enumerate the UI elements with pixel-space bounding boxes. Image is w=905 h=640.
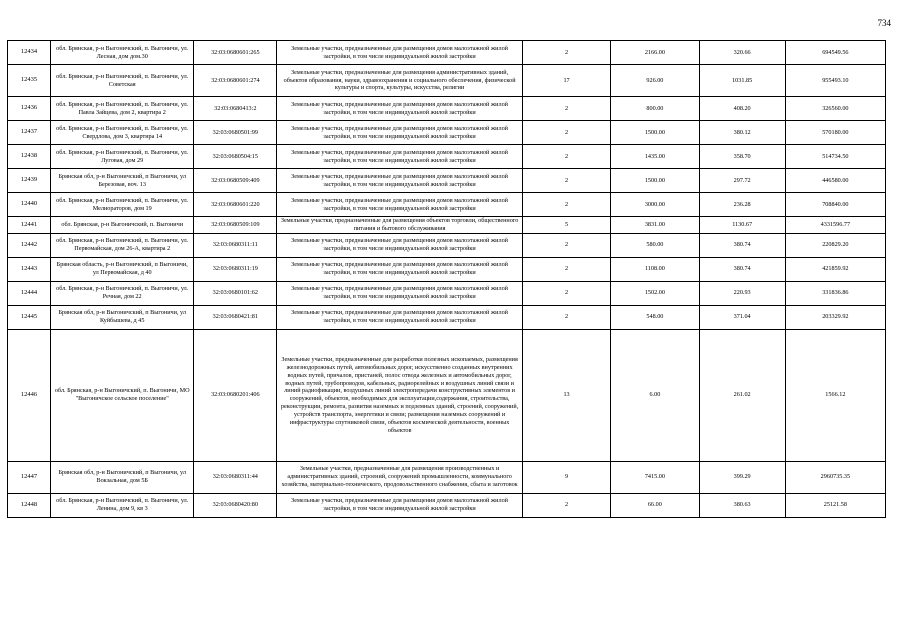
row-number-cell: 12434 [8, 41, 51, 65]
row-number-cell: 12443 [8, 257, 51, 281]
address-cell: обл. Брянская, р-н Выгоничский, п. Выгоничи, ул. Ленина, дом 9, кв 3 [51, 493, 194, 517]
land-use-cell: Земельные участки, предназначенные для размещения домов малоэтажной жилой застройки, в том числе индивидуальной жилой застройки [277, 193, 523, 217]
cadastral-number-cell: 32:03:0680509:409 [194, 169, 277, 193]
table-row [8, 461, 886, 493]
cadastral-value-cell: 25121.58 [785, 493, 885, 517]
cadastral-number-cell: 32:03:0680504:15 [194, 145, 277, 169]
cadastral-number-cell: 32:03:0680101:62 [194, 281, 277, 305]
area-cell: 1500.00 [611, 121, 699, 145]
row-number-cell: 12441 [8, 217, 51, 234]
address-cell: обл. Брянская, р-н Выгоничский, п. Выгоничи, ул. Речная, дом 22 [51, 281, 194, 305]
table-row [8, 193, 886, 217]
specific-value-cell: 380.63 [699, 493, 785, 517]
row-number-cell: 12444 [8, 281, 51, 305]
area-cell: 1108.00 [611, 257, 699, 281]
land-use-cell: Земельные участки, предназначенные для размещения домов малоэтажной жилой застройки, в том числе индивидуальной жилой застройки [277, 305, 523, 329]
specific-value-cell: 358.70 [699, 145, 785, 169]
row-number-cell: 12435 [8, 65, 51, 97]
cadastral-value-table [7, 40, 886, 518]
land-use-cell: Земельные участки, предназначенные для разработки полезных ископаемых, размещения железнодорожных путей, автомобильных дорог, искусственно созданных внутренних водных путей, причалов, пристаней, полос отвода железных и автомобильных дорог, водных путей, трубопроводов, кабельных, радиорелейных и воздушных линий связи и линий радиофикации, воздушных линий электропередачи конструктивных элементов и сооружений, объектов, необходимых для эксплуатации,содержания, строительства, реконструкции, ремонта, развития наземных и подземных зданий, строений, сооружений, устройств транспорта, энергетики и связи; размещения наземных сооружений и инфраструктуры спутниковой связи, объектов космической деятельности, военных объектов [277, 329, 523, 461]
row-number-cell: 12446 [8, 329, 51, 461]
use-category-cell: 2 [522, 257, 610, 281]
address-cell: Брянская обл, р-н Выгоничский, п Выгоничи, ул Березовая, воч. 13 [51, 169, 194, 193]
row-number-cell: 12438 [8, 145, 51, 169]
use-category-cell: 2 [522, 493, 610, 517]
use-category-cell: 9 [522, 461, 610, 493]
land-use-cell: Земельные участки, предназначенные для размещения объектов торговли, общественного питания и бытового обслуживания [277, 217, 523, 234]
table-row [8, 233, 886, 257]
address-cell: Брянская обл, р-н Выгоничский, п Выгоничи, ул Куйбышева, д 45 [51, 305, 194, 329]
land-use-cell: Земельные участки, предназначенные для размещения домов малоэтажной жилой застройки, в том числе индивидуальной жилой застройки [277, 257, 523, 281]
cadastral-value-cell: 326560.00 [785, 97, 885, 121]
cadastral-value-cell: 421859.92 [785, 257, 885, 281]
cadastral-value-cell: 331836.86 [785, 281, 885, 305]
area-cell: 800.00 [611, 97, 699, 121]
table-row [8, 257, 886, 281]
cadastral-number-cell: 32:03:0680311:11 [194, 233, 277, 257]
table-row [8, 41, 886, 65]
land-use-cell: Земельные участки, предназначенные для размещения административных зданий, объектов образования, науки, здравоохранения и социального обеспечения, физической культуры и спорта, культуры, искусства, религии [277, 65, 523, 97]
cadastral-number-cell: 32:03:0680501:99 [194, 121, 277, 145]
cadastral-number-cell: 32:03:0680601:265 [194, 41, 277, 65]
area-cell: 3000.00 [611, 193, 699, 217]
address-cell: обл. Брянская, р-н Выгоничский, п. Выгоничи, ул. Свердлова, дом 3, квартира 14 [51, 121, 194, 145]
cadastral-value-cell: 694549.56 [785, 41, 885, 65]
specific-value-cell: 399.29 [699, 461, 785, 493]
area-cell: 7415.00 [611, 461, 699, 493]
area-cell: 926.00 [611, 65, 699, 97]
cadastral-value-cell: 203329.92 [785, 305, 885, 329]
cadastral-value-cell: 570180.00 [785, 121, 885, 145]
table-row [8, 217, 886, 234]
land-use-cell: Земельные участки, предназначенные для размещения домов малоэтажной жилой застройки, в том числе индивидуальной жилой застройки [277, 121, 523, 145]
table-row [8, 121, 886, 145]
area-cell: 1435.00 [611, 145, 699, 169]
specific-value-cell: 1130.67 [699, 217, 785, 234]
area-cell: 1502.00 [611, 281, 699, 305]
cadastral-value-cell: 955493.10 [785, 65, 885, 97]
page-number: 734 [877, 18, 891, 28]
cadastral-number-cell: 32:03:0680601:274 [194, 65, 277, 97]
area-cell: 3831.00 [611, 217, 699, 234]
cadastral-number-cell: 32:03:0680420:80 [194, 493, 277, 517]
address-cell: обл. Брянская, р-н Выгоничский, п. Выгоничи, МО "Выгоничское сельское поселение" [51, 329, 194, 461]
row-number-cell: 12442 [8, 233, 51, 257]
area-cell: 580.00 [611, 233, 699, 257]
area-cell: 2166.00 [611, 41, 699, 65]
cadastral-value-cell: 446580.00 [785, 169, 885, 193]
area-cell: 1500.00 [611, 169, 699, 193]
table-row [8, 493, 886, 517]
specific-value-cell: 380.12 [699, 121, 785, 145]
use-category-cell: 2 [522, 97, 610, 121]
area-cell: 6.00 [611, 329, 699, 461]
specific-value-cell: 371.04 [699, 305, 785, 329]
cadastral-value-cell: 2960735.35 [785, 461, 885, 493]
cadastral-value-cell: 4331596.77 [785, 217, 885, 234]
address-cell: обл. Брянская, р-н Выгоничский, п. Выгоничи, ул. Лесная, дом дом.30 [51, 41, 194, 65]
table-row [8, 97, 886, 121]
cadastral-number-cell: 32:03:0680201:406 [194, 329, 277, 461]
area-cell: 548.00 [611, 305, 699, 329]
row-number-cell: 12436 [8, 97, 51, 121]
land-use-cell: Земельные участки, предназначенные для размещения производственных и административных зданий, строений, сооружений промышленности, коммунального хозяйства, материально-технического, продовольственного снабжения, сбыта и заготовок [277, 461, 523, 493]
address-cell: обл. Брянская, р-н Выгоничский, п. Выгоничи, ул. Советская [51, 65, 194, 97]
use-category-cell: 2 [522, 233, 610, 257]
specific-value-cell: 1031.85 [699, 65, 785, 97]
use-category-cell: 2 [522, 121, 610, 145]
land-use-cell: Земельные участки, предназначенные для размещения домов малоэтажной жилой застройки, в том числе индивидуальной жилой застройки [277, 97, 523, 121]
land-use-cell: Земельные участки, предназначенные для размещения домов малоэтажной жилой застройки, в том числе индивидуальной жилой застройки [277, 145, 523, 169]
table-row [8, 305, 886, 329]
address-cell: обл. Брянская, р-н Выгоничский, п. Выгоничи, ул. Луговая, дом 29 [51, 145, 194, 169]
address-cell: обл. Брянская, р-н Выгоничский, п. Выгоничи, ул. Мелиораторов, дом 19 [51, 193, 194, 217]
cadastral-number-cell: 32:03:0680509:109 [194, 217, 277, 234]
specific-value-cell: 261.02 [699, 329, 785, 461]
land-use-cell: Земельные участки, предназначенные для размещения домов малоэтажной жилой застройки, в том числе индивидуальной жилой застройки [277, 281, 523, 305]
cadastral-value-cell: 1566.12 [785, 329, 885, 461]
address-cell: Брянская обл, р-н Выгоничский, п Выгоничи, ул Вокзальная, дом 5Б [51, 461, 194, 493]
use-category-cell: 2 [522, 193, 610, 217]
cadastral-number-cell: 32:03:0680601:220 [194, 193, 277, 217]
row-number-cell: 12447 [8, 461, 51, 493]
use-category-cell: 2 [522, 145, 610, 169]
cadastral-number-cell: 32:03:0680413:2 [194, 97, 277, 121]
use-category-cell: 13 [522, 329, 610, 461]
row-number-cell: 12437 [8, 121, 51, 145]
cadastral-number-cell: 32:03:0680311:19 [194, 257, 277, 281]
table-row [8, 329, 886, 461]
row-number-cell: 12440 [8, 193, 51, 217]
land-use-cell: Земельные участки, предназначенные для размещения домов малоэтажной жилой застройки, в том числе индивидуальной жилой застройки [277, 233, 523, 257]
use-category-cell: 2 [522, 305, 610, 329]
specific-value-cell: 380.74 [699, 233, 785, 257]
cadastral-number-cell: 32:03:0680421:81 [194, 305, 277, 329]
address-cell: Брянская область, р-н Выгоничский, п Выгоничи, ул Первомайская, д 40 [51, 257, 194, 281]
use-category-cell: 17 [522, 65, 610, 97]
specific-value-cell: 220.93 [699, 281, 785, 305]
land-use-cell: Земельные участки, предназначенные для размещения домов малоэтажной жилой застройки, в том числе индивидуальной жилой застройки [277, 493, 523, 517]
table-row [8, 145, 886, 169]
row-number-cell: 12439 [8, 169, 51, 193]
use-category-cell: 2 [522, 169, 610, 193]
row-number-cell: 12445 [8, 305, 51, 329]
address-cell: обл. Брянская, р-н Выгоничский, п. Выгоничи, ул. Первомайская, дом 26-А, квартира 2 [51, 233, 194, 257]
land-use-cell: Земельные участки, предназначенные для размещения домов малоэтажной жилой застройки, в том числе индивидуальной жилой застройки [277, 169, 523, 193]
use-category-cell: 2 [522, 281, 610, 305]
use-category-cell: 5 [522, 217, 610, 234]
cadastral-value-cell: 514734.50 [785, 145, 885, 169]
specific-value-cell: 320.66 [699, 41, 785, 65]
specific-value-cell: 236.28 [699, 193, 785, 217]
specific-value-cell: 380.74 [699, 257, 785, 281]
specific-value-cell: 408.20 [699, 97, 785, 121]
cadastral-value-cell: 220829.20 [785, 233, 885, 257]
specific-value-cell: 297.72 [699, 169, 785, 193]
cadastral-number-cell: 32:03:0680311:44 [194, 461, 277, 493]
table-row [8, 65, 886, 97]
use-category-cell: 2 [522, 41, 610, 65]
table-row [8, 281, 886, 305]
area-cell: 66.00 [611, 493, 699, 517]
address-cell: обл. Брянская, р-н Выгоничский, п. Выгоничи, ул. Павла Зайцева, дом 2, квартира 2 [51, 97, 194, 121]
address-cell: обл. Брянская, р-н Выгоничский, п. Выгоничи [51, 217, 194, 234]
table-row [8, 169, 886, 193]
land-use-cell: Земельные участки, предназначенные для размещения домов малоэтажной жилой застройки, в том числе индивидуальной жилой застройки [277, 41, 523, 65]
row-number-cell: 12448 [8, 493, 51, 517]
cadastral-value-cell: 708840.00 [785, 193, 885, 217]
